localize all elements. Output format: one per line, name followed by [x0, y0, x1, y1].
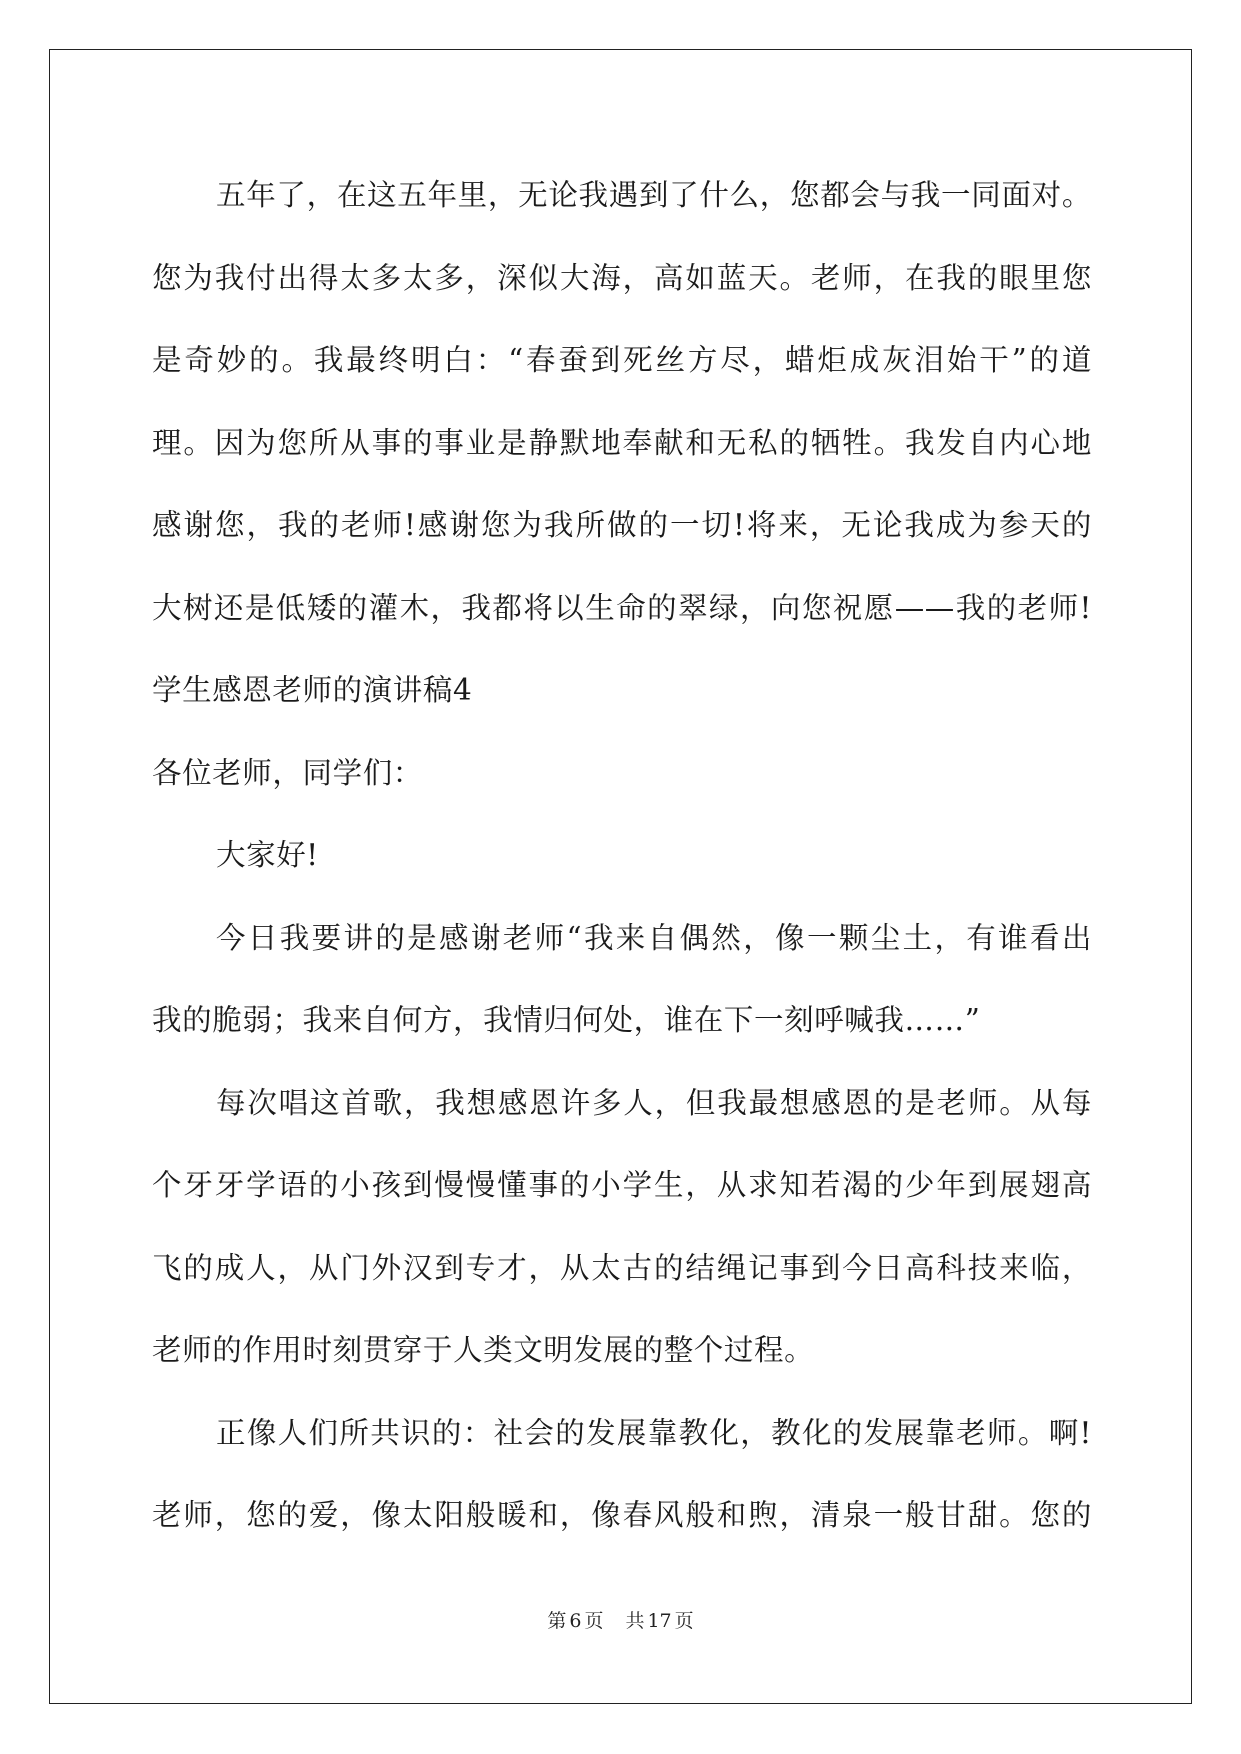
salutation: 各位老师，同学们：: [152, 755, 423, 790]
body-line: 五年了，在这五年里，无论我遇到了什么，您都会与我一同面对。: [216, 178, 1092, 212]
greeting: 大家好!: [216, 838, 319, 872]
page-prefix: 第: [547, 1610, 567, 1632]
body-line: 老师的作用时刻贯穿于人类文明发展的整个过程。: [152, 1333, 815, 1367]
body-line: 是奇妙的。我最终明白：“春蚕到死丝方尽，蜡炬成灰泪始干”的道: [152, 343, 1092, 377]
body-line: 今日我要讲的是感谢老师“我来自偶然，像一颗尘土，有谁看出: [216, 920, 1092, 955]
body-line: 每次唱这首歌，我想感恩许多人，但我最想感恩的是老师。从每: [216, 1085, 1092, 1120]
body-line: 个牙牙学语的小孩到慢慢懂事的小学生，从求知若渴的少年到展翅高: [152, 1168, 1092, 1202]
page-suffix: 页: [584, 1610, 604, 1632]
body-line: 飞的成人，从门外汉到专才，从太古的结绳记事到今日高科技来临，: [152, 1250, 1092, 1285]
page-footer: [0, 1606, 1241, 1633]
document-body: [152, 154, 1092, 1557]
page-number: 6: [569, 1610, 582, 1632]
section-heading: 学生感恩老师的演讲稿4: [152, 673, 473, 707]
body-line: 大树还是低矮的灌木，我都将以生命的翠绿，向您祝愿——我的老师!: [152, 590, 1092, 625]
body-line: 老师，您的爱，像太阳般暖和，像春风般和煦，清泉一般甘甜。您的: [152, 1498, 1092, 1532]
body-line: 感谢您，我的老师!感谢您为我所做的一切!将来，无论我成为参天的: [152, 508, 1092, 542]
total-prefix: 共: [625, 1610, 645, 1632]
total-pages: 17: [647, 1610, 672, 1632]
body-line: 正像人们所共识的：社会的发展靠教化，教化的发展靠老师。啊!: [216, 1415, 1092, 1450]
body-line: 您为我付出得太多太多，深似大海，高如蓝天。老师，在我的眼里您: [152, 260, 1092, 295]
body-line: 理。因为您所从事的事业是静默地奉献和无私的牺牲。我发自内心地: [152, 425, 1092, 460]
body-line: 我的脆弱；我来自何方，我情归何处，谁在下一刻呼喊我……”: [152, 1003, 981, 1037]
total-suffix: 页: [674, 1610, 694, 1632]
